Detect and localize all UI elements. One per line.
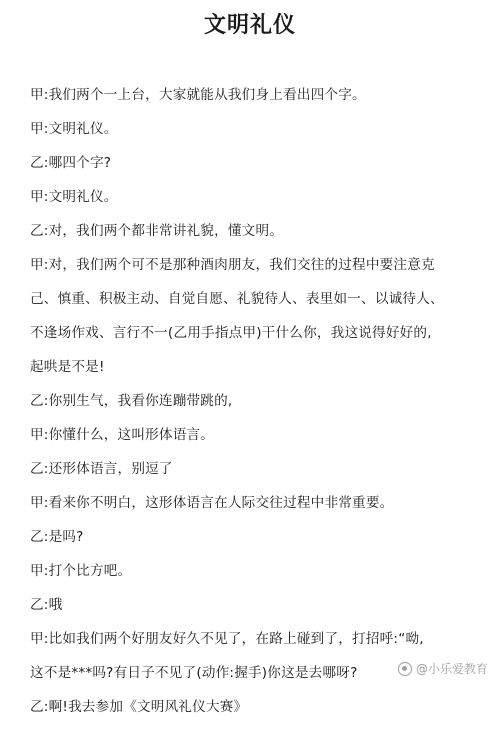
dialogue-line: 甲:文明礼仪。 — [30, 189, 118, 205]
watermark — [398, 660, 488, 677]
watermark-text: @小乐爱教育 — [415, 662, 488, 676]
dialogue-body — [30, 86, 480, 732]
dialogue-line: 乙:哦 — [30, 597, 63, 613]
watermark-logo-icon — [398, 662, 412, 676]
dialogue-line: 甲:文明礼仪。 — [30, 121, 118, 137]
dialogue-line: 甲:打个比方吧。 — [30, 563, 132, 579]
dialogue-line: 甲:看来你不明白，这形体语言在人际交往过程中非常重要。 — [30, 495, 394, 511]
dialogue-line: 乙:你别生气，我看你连蹦带跳的, — [30, 393, 233, 409]
dialogue-line: 起哄是不是! — [30, 359, 105, 375]
dialogue-line: 乙:哪四个字? — [30, 155, 112, 171]
dialogue-line: 甲:对，我们两个可不是那种酒肉朋友，我们交往的过程中要注意克 — [30, 257, 435, 273]
dialogue-line: 乙:对，我们两个都非常讲礼貌，懂文明。 — [30, 223, 284, 239]
dialogue-line: 己、慎重、积极主动、自觉自愿、礼貌待人、表里如一、以诚待人、 — [30, 291, 444, 307]
document-title: 文明礼仪 — [203, 13, 296, 38]
dialogue-line: 甲:你懂什么，这叫形体语言。 — [30, 427, 215, 443]
dialogue-line: 乙:还形体语言，别逗了 — [30, 461, 173, 477]
dialogue-line: 乙:啊!我去参加《文明风礼仪大赛》 — [30, 699, 248, 715]
dialogue-line: 不逢场作戏、言行不一(乙用手指点甲)干什么你，我这说得好好的, — [30, 325, 432, 341]
dialogue-line: 这不是***吗?有日子不见了(动作:握手)你这是去哪呀? — [30, 665, 358, 681]
dialogue-line: 甲:我们两个一上台，大家就能从我们身上看出四个字。 — [30, 87, 366, 103]
dialogue-line: 乙:是吗? — [30, 529, 84, 545]
dialogue-line: 甲:比如我们两个好朋友好久不见了，在路上碰到了，打招呼:“呦, — [30, 631, 424, 647]
